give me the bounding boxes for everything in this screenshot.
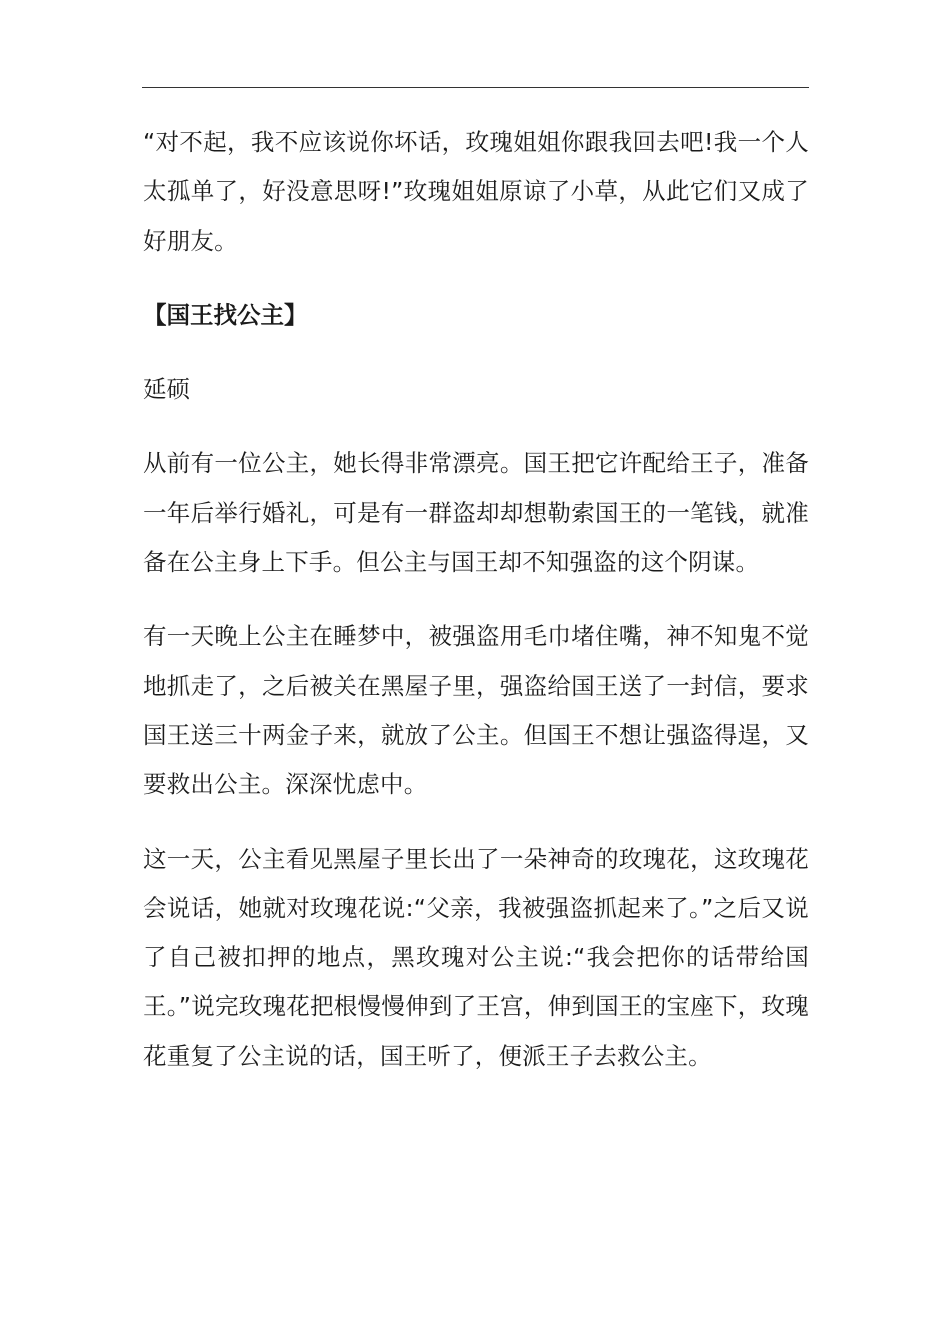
author-name: 延硕 (143, 375, 190, 404)
story-title: 【国王找公主】 (143, 300, 308, 329)
paragraph: 从前有一位公主，她长得非常漂亮。国王把它许配给王子，准备一年后举行婚礼，可是有一群盗却却想勒索国王的一笔钱，就准备在公主身上下手。但公主与国王却不知强盗的这个阴谋。 (143, 449, 809, 577)
paragraph-intro: “对不起，我不应该说你坏话，玫瑰姐姐你跟我回去吧!我一个人太孤单了，好没意思呀!”玫瑰姐姐原谅了小草，从此它们又成了好朋友。 (143, 128, 809, 255)
paragraph: 有一天晚上公主在睡梦中，被强盗用毛巾堵住嘴，神不知鬼不觉地抓走了，之后被关在黑屋子里，强盗给国王送了一封信，要求国王送三十两金子来，就放了公主。但国王不想让强盗得逞，又要救出公主。深深忧虑中。 (143, 622, 809, 799)
header-rule (142, 87, 809, 88)
paragraph: 这一天，公主看见黑屋子里长出了一朵神奇的玫瑰花，这玫瑰花会说话，她就对玫瑰花说:“父亲，我被强盗抓起来了。”之后又说了自己被扣押的地点，黑玫瑰对公主说:“我会把你的话带给国王。”说完玫瑰花把根慢慢伸到了王宫，伸到国王的宝座下，玫瑰花重复了公主说的话，国王听了，便派王子去救公主。 (143, 844, 809, 1070)
document-body (143, 118, 809, 1106)
